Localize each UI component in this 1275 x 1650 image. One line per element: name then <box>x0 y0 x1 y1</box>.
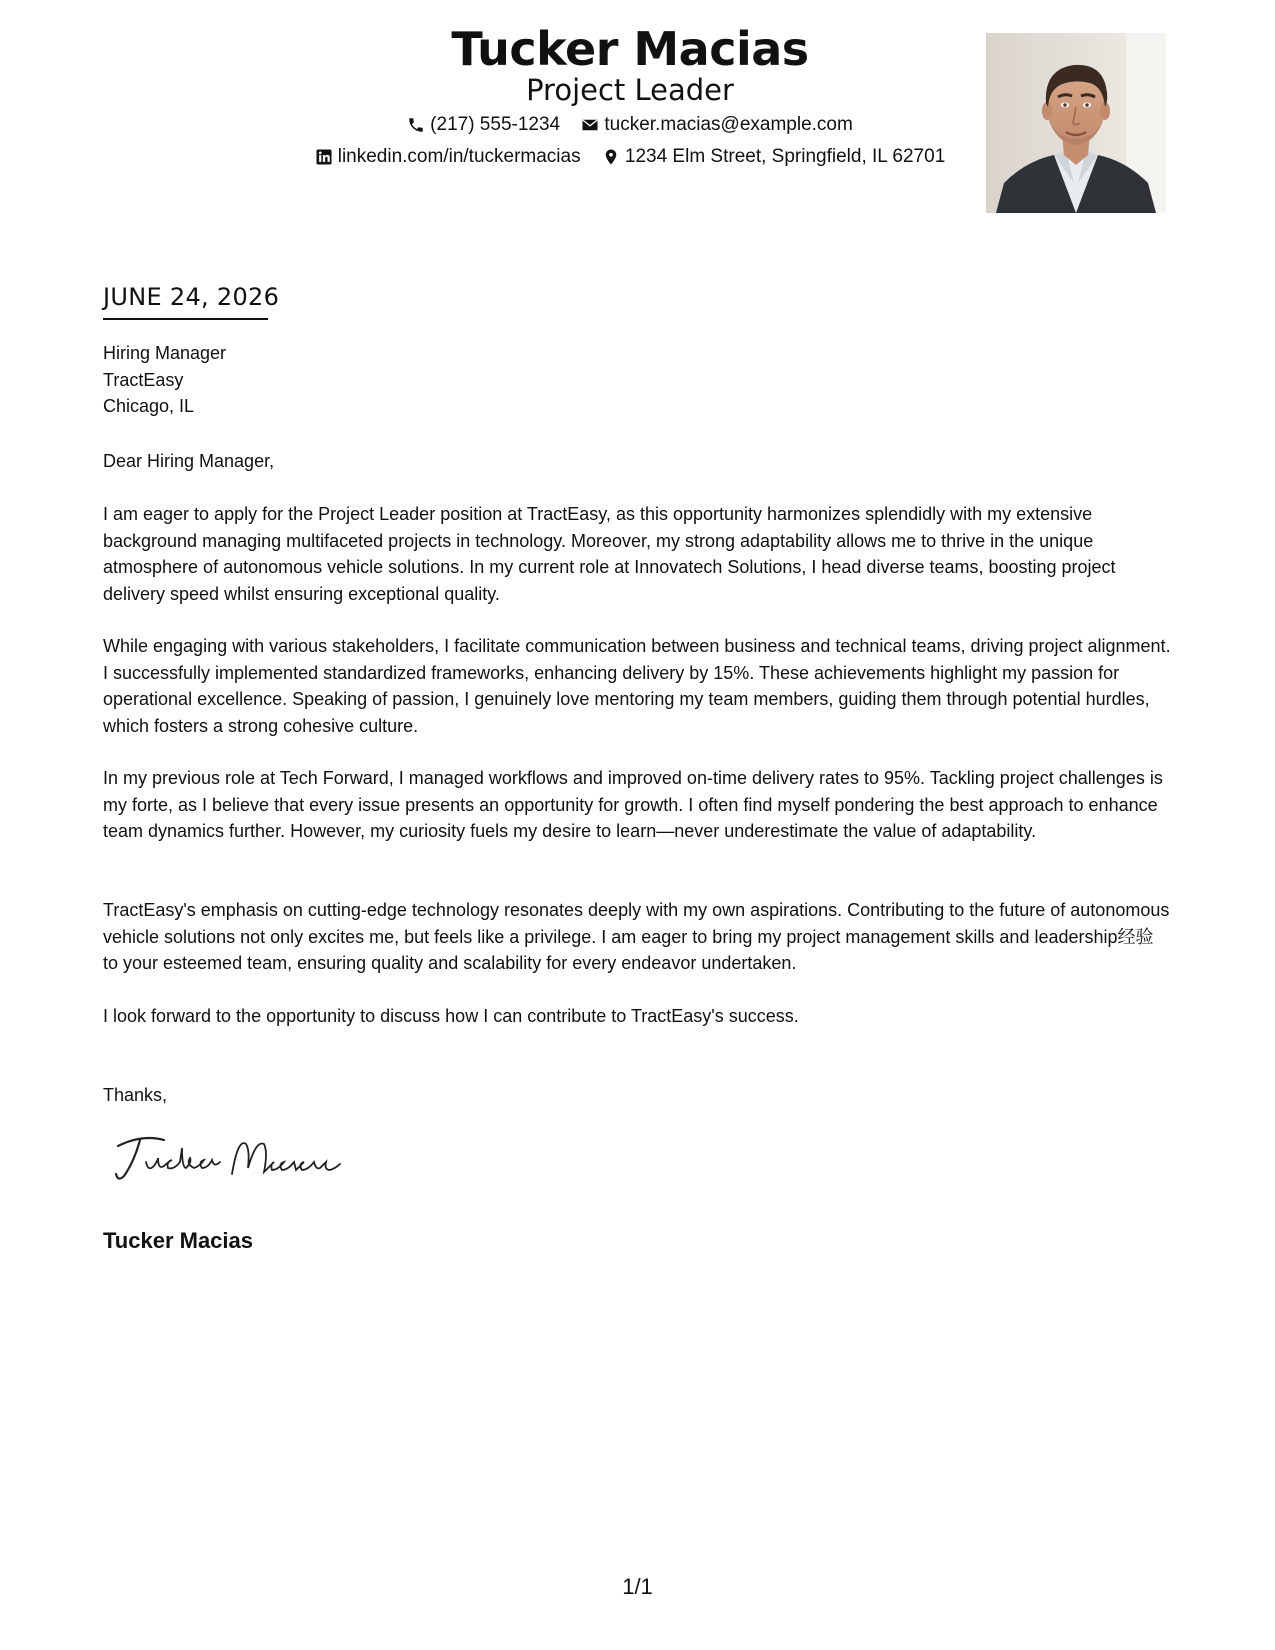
email-contact <box>581 111 852 139</box>
handwritten-signature <box>112 1128 352 1192</box>
phone-contact <box>407 111 560 139</box>
phone-icon <box>407 116 425 134</box>
recipient-location: Chicago, IL <box>103 396 195 416</box>
body-paragraph: I look forward to the opportunity to discuss how I can contribute to TractEasy's success. <box>103 1006 799 1026</box>
recipient-company: TractEasy <box>103 369 184 390</box>
linkedin-url: linkedin.com/in/tuckermacias <box>337 146 581 167</box>
contact-row-secondary <box>230 143 1030 175</box>
body-paragraph: In my previous role at Tech Forward, I managed workflows and improved on-time delivery rates to 95%. Tackling project challenges is my forte, as I believe that every issue presents an opportunity for growth. I often find myself pondering the best approach to enhance team dynamics further. However, my curiosity fuels my desire to learn—never underestimate the value of adaptability. <box>103 768 1163 841</box>
body-paragraph: I am eager to apply for the Project Leader position at TractEasy, as this opportunity harmonizes splendidly with my extensive background managing multifaceted projects in technology. Moreover, my strong adaptability allows me to thrive in the unique atmosphere of autonomous vehicle solutions. In my current role at Innovatech Solutions, I head diverse teams, boosting project delivery speed whilst ensuring exceptional quality. <box>103 504 1116 604</box>
date-underline <box>103 318 268 320</box>
body-paragraph: TractEasy's emphasis on cutting-edge technology resonates deeply with my own aspirations. Contributing to the future of autonomous vehicle solutions not only excites me, but feels like a privilege. I am eager to bring my project management skills and leadership经验 to your esteemed team, ensuring quality and scalability for every endeavor undertaken. <box>103 900 1170 973</box>
street-address: 1234 Elm Street, Springfield, IL 62701 <box>624 146 946 167</box>
salutation: Dear Hiring Manager, <box>103 451 275 471</box>
portrait-image <box>986 33 1166 213</box>
linkedin-contact <box>315 143 581 171</box>
recipient-name: Hiring Manager <box>103 343 227 363</box>
email-address: tucker.macias@example.com <box>604 114 853 135</box>
letter-date: JUNE 24, 2026 <box>103 283 280 311</box>
signer-name: Tucker Macias <box>103 1228 254 1253</box>
letter-header <box>0 0 1275 220</box>
profile-photo <box>986 33 1166 213</box>
address-contact <box>602 143 945 171</box>
candidate-name: Tucker Macias <box>451 22 809 76</box>
linkedin-icon <box>315 148 333 166</box>
page-number: 1/1 <box>622 1574 653 1599</box>
closing-line: Thanks, <box>103 1085 168 1105</box>
contact-row-primary <box>230 111 1030 143</box>
recipient-block <box>103 340 226 420</box>
envelope-icon <box>581 116 599 134</box>
candidate-title: Project Leader <box>526 73 734 107</box>
map-pin-icon <box>602 148 620 166</box>
body-paragraph: While engaging with various stakeholders, I facilitate communication between business and technical teams, driving project alignment. I successfully implemented standardized frameworks, enhancing delivery by 15%. These achievements highlight my passion for operational excellence. Speaking of passion, I genuinely love mentoring my team members, guiding them through potential hurdles, which fosters a strong cohesive culture. <box>103 636 1171 736</box>
phone-number: (217) 555-1234 <box>430 114 561 135</box>
